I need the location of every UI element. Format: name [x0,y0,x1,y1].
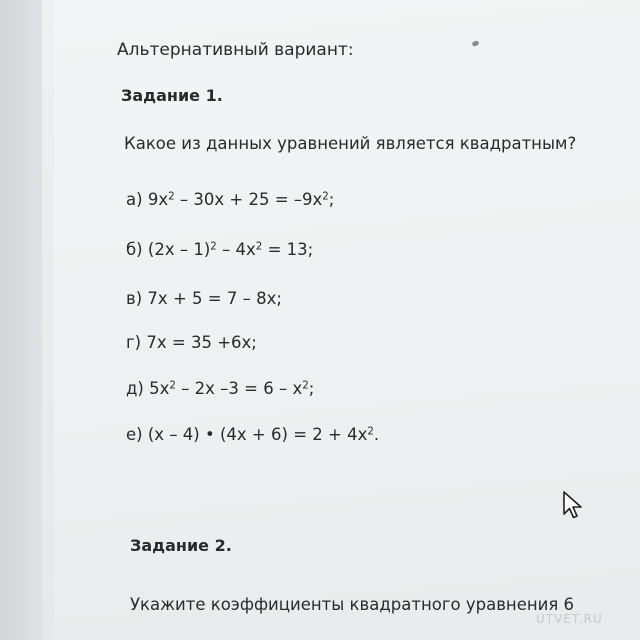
option-equation: $5x^2 - 2x$ $-3 = 6 - x^2$; [149,379,315,398]
option-letter: е) [126,425,143,444]
option-letter: б) [126,240,143,259]
option-a [126,190,334,209]
option-d [126,379,314,398]
arrow-cursor-icon [562,490,584,524]
option-letter: д) [126,379,144,398]
option-g [126,333,257,352]
task2-question: Укажите коэффициенты квадратного уравнения 6 [130,595,575,614]
option-b [126,240,313,259]
option-e [126,425,379,444]
option-letter: г) [126,333,142,352]
option-equation: $9x^2 - 30x + 25 = -9x^2$; [147,190,335,209]
option-equation: $(2x - 1)^2 - 4x^2 = 13$; [147,240,314,259]
option-letter: а) [126,190,143,209]
option-letter: в) [126,289,143,308]
heading: Альтернативный вариант: [117,40,354,60]
task1-title: Задание 1. [121,86,223,105]
task2-title: Задание 2. [130,536,232,555]
option-equation: (x – 4) • $(4x + 6) = 2 + 4x^2$. [147,425,380,444]
left-margin [0,0,42,640]
option-equation: 7x = 35 +6x; [146,333,257,352]
option-equation: 7x + 5 = 7 – 8x; [147,289,282,308]
task1-question: Какое из данных уравнений является квадратным? [124,134,577,153]
option-v [126,289,282,308]
watermark: UTVET.RU [536,612,603,626]
